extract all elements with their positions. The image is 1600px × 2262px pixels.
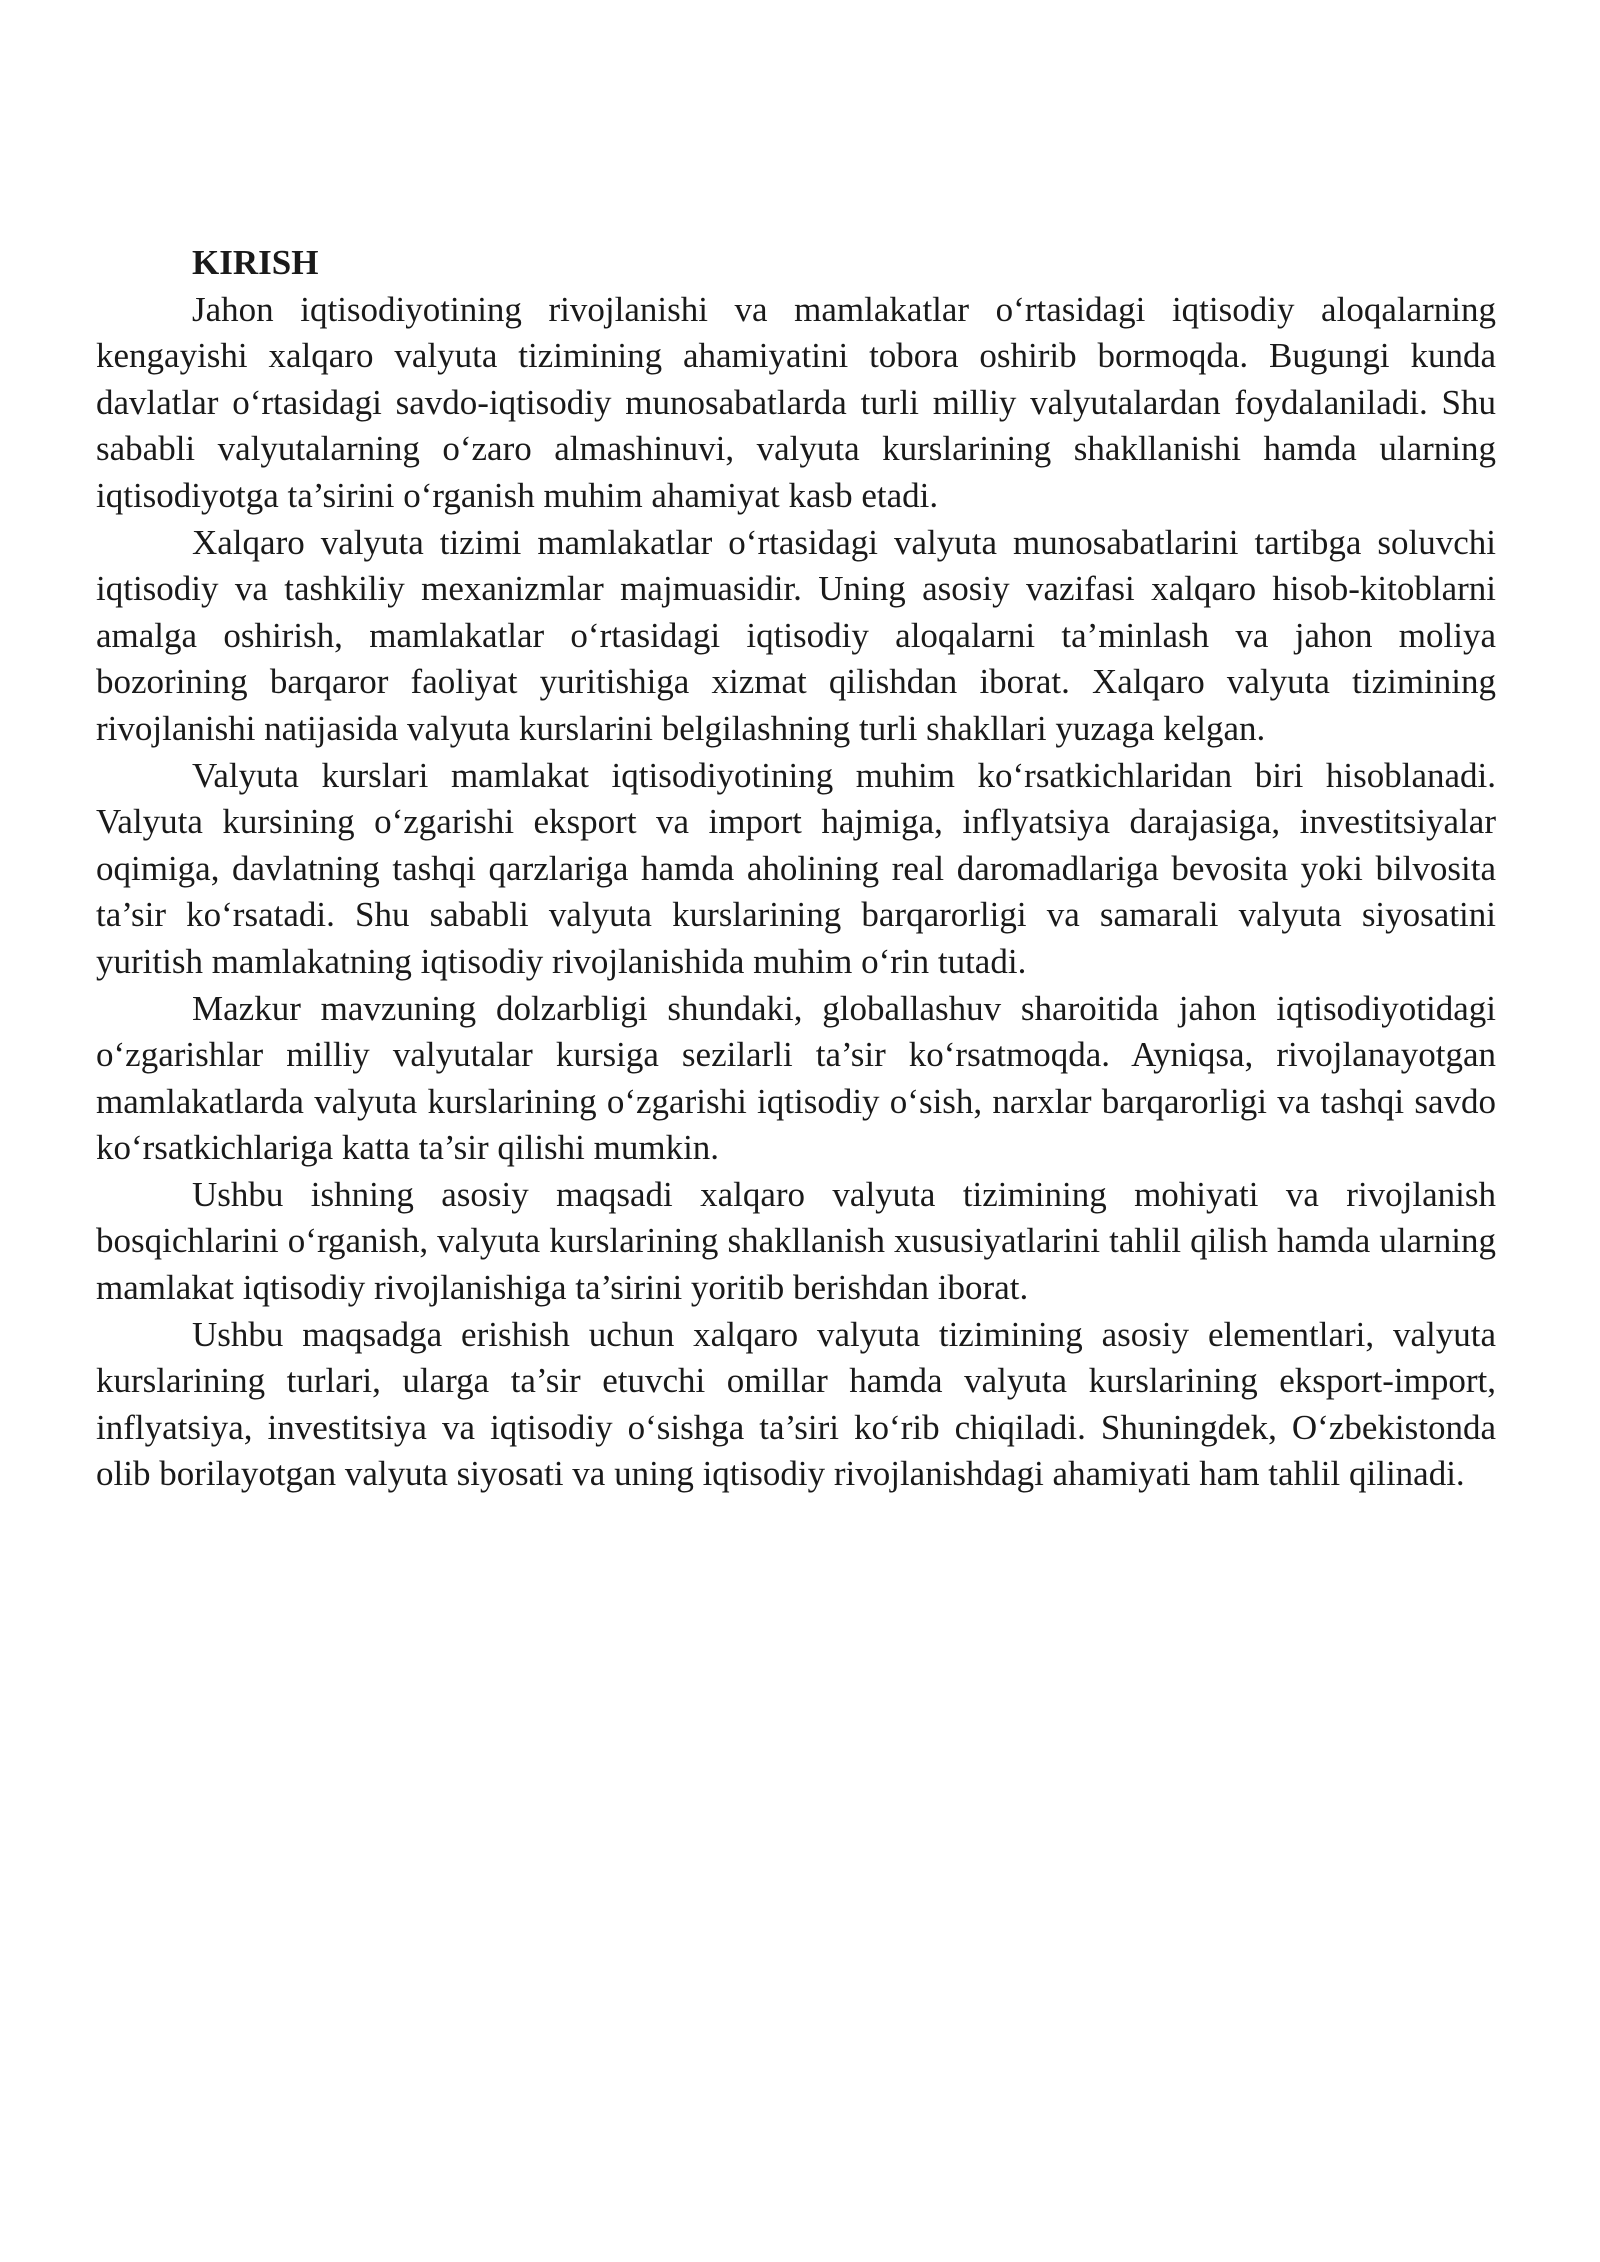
paragraph-4: Mazkur mavzuning dolzarbligi shundaki, globallashuv sharoitida jahon iqtisodiyotidagi o‘zgarishlar milliy valyutalar kursiga sezilarli ta’sir ko‘rsatmoqda. Ayniqsa, rivojlanayotgan mamlakatlarda valyuta kurslarining o‘zgarishi iqtisodiy o‘sish, narxlar barqarorligi va tashqi savdo ko‘rsatkichlariga katta ta’sir qilishi mumkin. (96, 988, 1496, 1168)
paragraph-6: Ushbu maqsadga erishish uchun xalqaro valyuta tizimining asosiy elementlari, valyuta kurslarining turlari, ularga ta’sir etuvchi omillar hamda valyuta kurslarining eksport-import, inflyatsiya, investitsiya va iqtisodiy o‘sishga ta’siri ko‘rib chiqiladi. Shuningdek, O‘zbekistonda olib borilayotgan valyuta siyosati va uning iqtisodiy rivojlanishdagi ahamiyati ham tahlil qilinadi. (96, 1314, 1496, 1494)
document-page (96, 240, 1496, 1498)
section-heading: KIRISH (192, 243, 319, 282)
paragraph-3: Valyuta kurslari mamlakat iqtisodiyotining muhim ko‘rsatkichlaridan biri hisoblanadi. Valyuta kursining o‘zgarishi eksport va import hajmiga, inflyatsiya darajasiga, investitsiyalar oqimiga, davlatning tashqi qarzlariga hamda aholining real daromadlariga bevosita yoki bilvosita ta’sir ko‘rsatadi. Shu sababli valyuta kurslarining barqarorligi va samarali valyuta siyosatini yuritish mamlakatning iqtisodiy rivojlanishida muhim o‘rin tutadi. (96, 755, 1496, 981)
paragraph-5: Ushbu ishning asosiy maqsadi xalqaro valyuta tizimining mohiyati va rivojlanish bosqichlarini o‘rganish, valyuta kurslarining shakllanish xususiyatlarini tahlil qilish hamda ularning mamlakat iqtisodiy rivojlanishiga ta’sirini yoritib berishdan iborat. (96, 1174, 1496, 1308)
paragraph-1: Jahon iqtisodiyotining rivojlanishi va mamlakatlar o‘rtasidagi iqtisodiy aloqalarning kengayishi xalqaro valyuta tizimining ahamiyatini tobora oshirib bormoqda. Bugungi kunda davlatlar o‘rtasidagi savdo-iqtisodiy munosabatlarda turli milliy valyutalardan foydalaniladi. Shu sababli valyutalarning o‘zaro almashinuvi, valyuta kurslarining shakllanishi hamda ularning iqtisodiyotga ta’sirini o‘rganish muhim ahamiyat kasb etadi. (96, 289, 1496, 515)
paragraph-2: Xalqaro valyuta tizimi mamlakatlar o‘rtasidagi valyuta munosabatlarini tartibga soluvchi iqtisodiy va tashkiliy mexanizmlar majmuasidir. Uning asosiy vazifasi xalqaro hisob-kitoblarni amalga oshirish, mamlakatlar o‘rtasidagi iqtisodiy aloqalarni ta’minlash va jahon moliya bozorining barqaror faoliyat yuritishiga xizmat qilishdan iborat. Xalqaro valyuta tizimining rivojlanishi natijasida valyuta kurslarini belgilashning turli shakllari yuzaga kelgan. (96, 522, 1496, 748)
